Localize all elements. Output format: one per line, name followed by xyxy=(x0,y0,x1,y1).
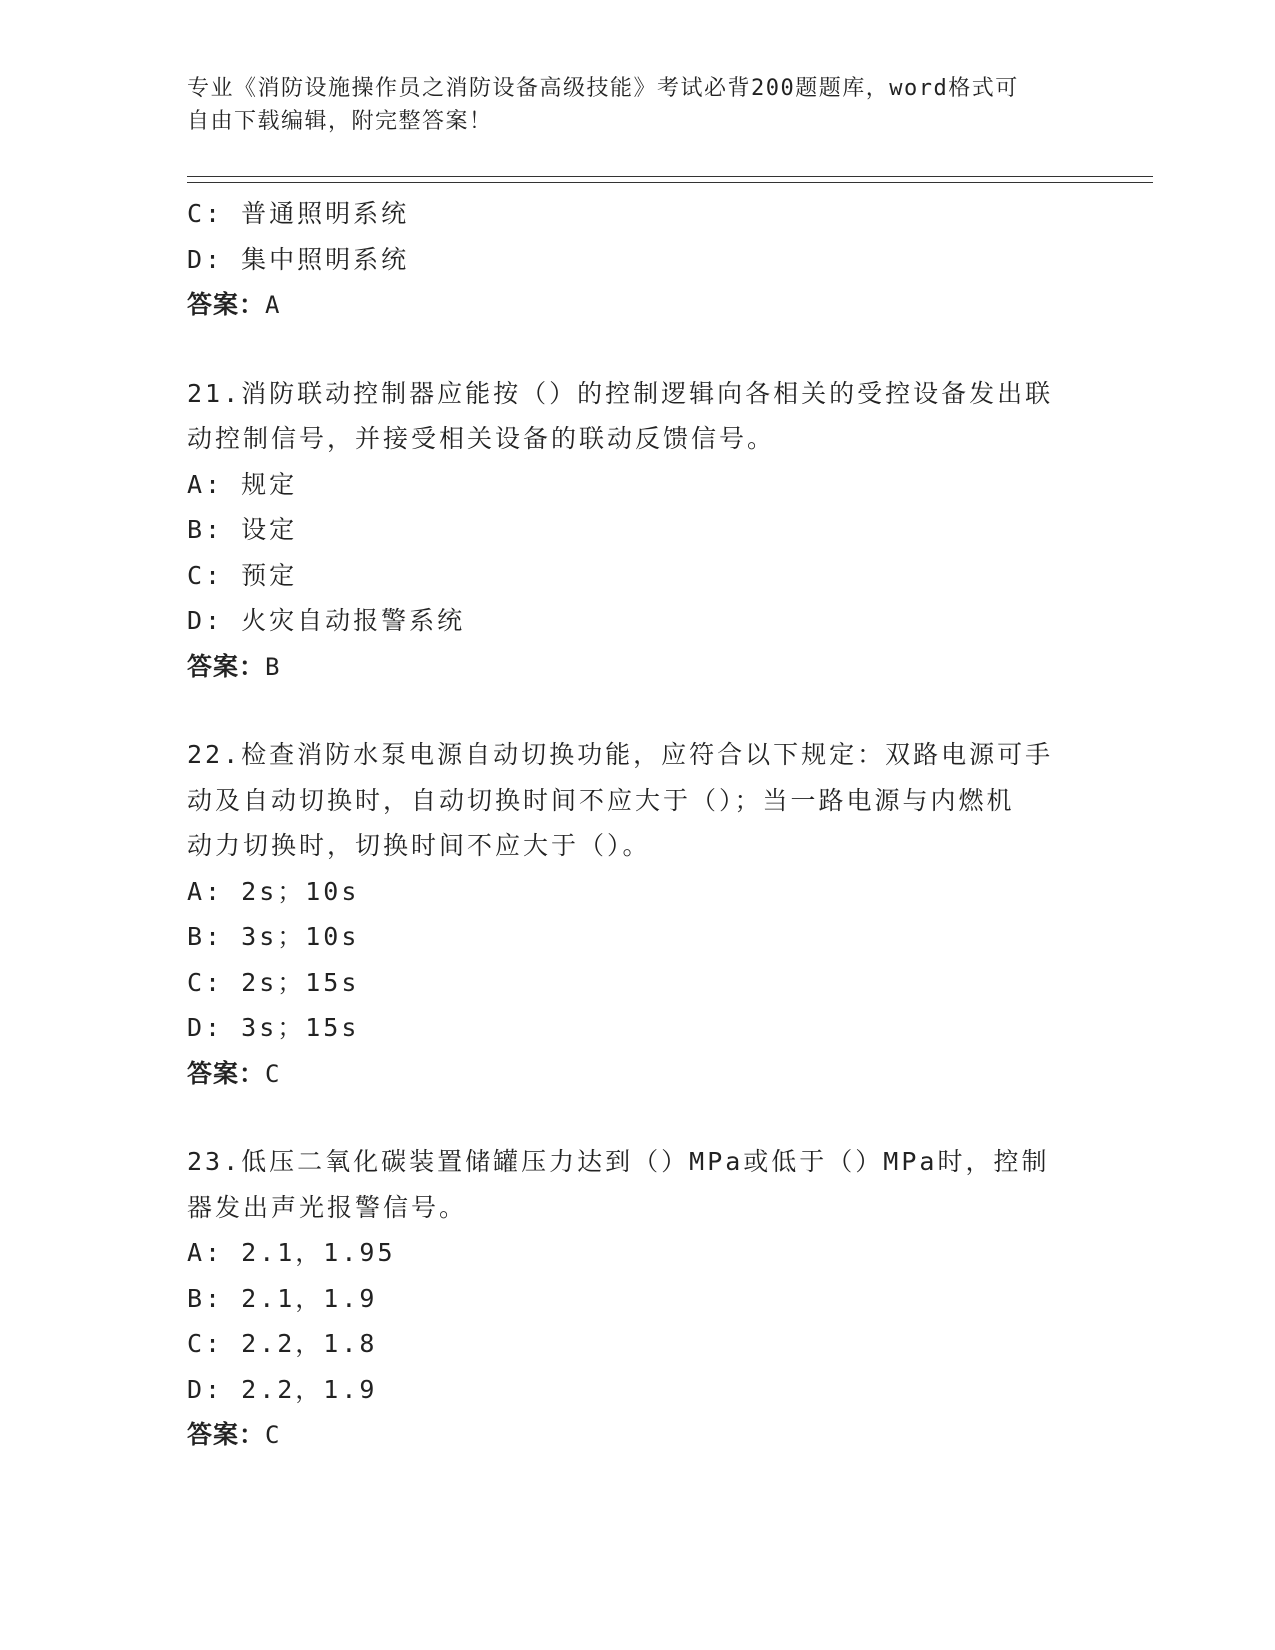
answer-line xyxy=(187,1412,1087,1458)
document-header xyxy=(187,72,1067,138)
option-a: A: 2.1，1.95 xyxy=(187,1238,396,1267)
answer-value: B xyxy=(265,652,283,681)
answer-value: A xyxy=(265,291,283,319)
option-d: D: 火灾自动报警系统 xyxy=(187,606,466,635)
answer-line xyxy=(187,1051,1087,1097)
spacer xyxy=(187,328,1087,371)
question-22 xyxy=(187,732,1087,1096)
option-c: C: 2.2，1.8 xyxy=(187,1329,378,1358)
option-b: B: 设定 xyxy=(187,515,298,544)
question-stem-line: 动控制信号，并接受相关设备的联动反馈信号。 xyxy=(187,424,776,453)
answer-label: 答案： xyxy=(187,651,266,681)
option-c: C: 普通照明系统 xyxy=(187,199,410,228)
spacer xyxy=(187,1096,1087,1139)
option-a: A: 2s；10s xyxy=(187,876,360,906)
previous-question-tail xyxy=(187,191,1087,328)
header-divider-thin xyxy=(187,182,1153,183)
question-list xyxy=(187,191,1087,1458)
option-d: D: 集中照明系统 xyxy=(187,244,410,274)
header-line-2: 自由下载编辑，附完整答案！ xyxy=(187,109,493,134)
question-stem-line: 23.低压二氧化碳装置储罐压力达到（）MPa或低于（）MPa时，控制 xyxy=(187,1147,1050,1176)
answer-label: 答案： xyxy=(187,1420,266,1449)
answer-line xyxy=(187,644,1087,690)
question-stem-line: 器发出声光报警信号。 xyxy=(187,1192,468,1222)
question-23 xyxy=(187,1139,1087,1458)
question-stem-line: 动力切换时，切换时间不应大于（）。 xyxy=(187,831,651,860)
option-c: C: 2s；15s xyxy=(187,967,360,997)
question-stem-line: 22.检查消防水泵电源自动切换功能，应符合以下规定：双路电源可手 xyxy=(187,740,1054,769)
header-divider-thick xyxy=(187,176,1153,177)
question-21 xyxy=(187,371,1087,690)
option-a: A: 规定 xyxy=(187,469,298,499)
option-d: D: 3s；15s xyxy=(187,1013,360,1042)
answer-value: C xyxy=(265,1059,283,1088)
option-b: B: 3s；10s xyxy=(187,922,360,951)
option-c: C: 预定 xyxy=(187,560,298,590)
answer-label: 答案： xyxy=(187,1058,266,1088)
answer-label: 答案： xyxy=(187,290,266,319)
option-d: D: 2.2，1.9 xyxy=(187,1374,378,1404)
option-b: B: 2.1，1.9 xyxy=(187,1283,378,1313)
answer-value: C xyxy=(265,1421,283,1449)
question-stem-line: 21.消防联动控制器应能按（）的控制逻辑向各相关的受控设备发出联 xyxy=(187,378,1054,408)
spacer xyxy=(187,689,1087,732)
question-stem-line: 动及自动切换时，自动切换时间不应大于（）；当一路电源与内燃机 xyxy=(187,785,1015,815)
header-line-1: 专业《消防设施操作员之消防设备高级技能》考试必背200题题库，word格式可 xyxy=(187,76,1019,101)
answer-line xyxy=(187,282,1087,328)
